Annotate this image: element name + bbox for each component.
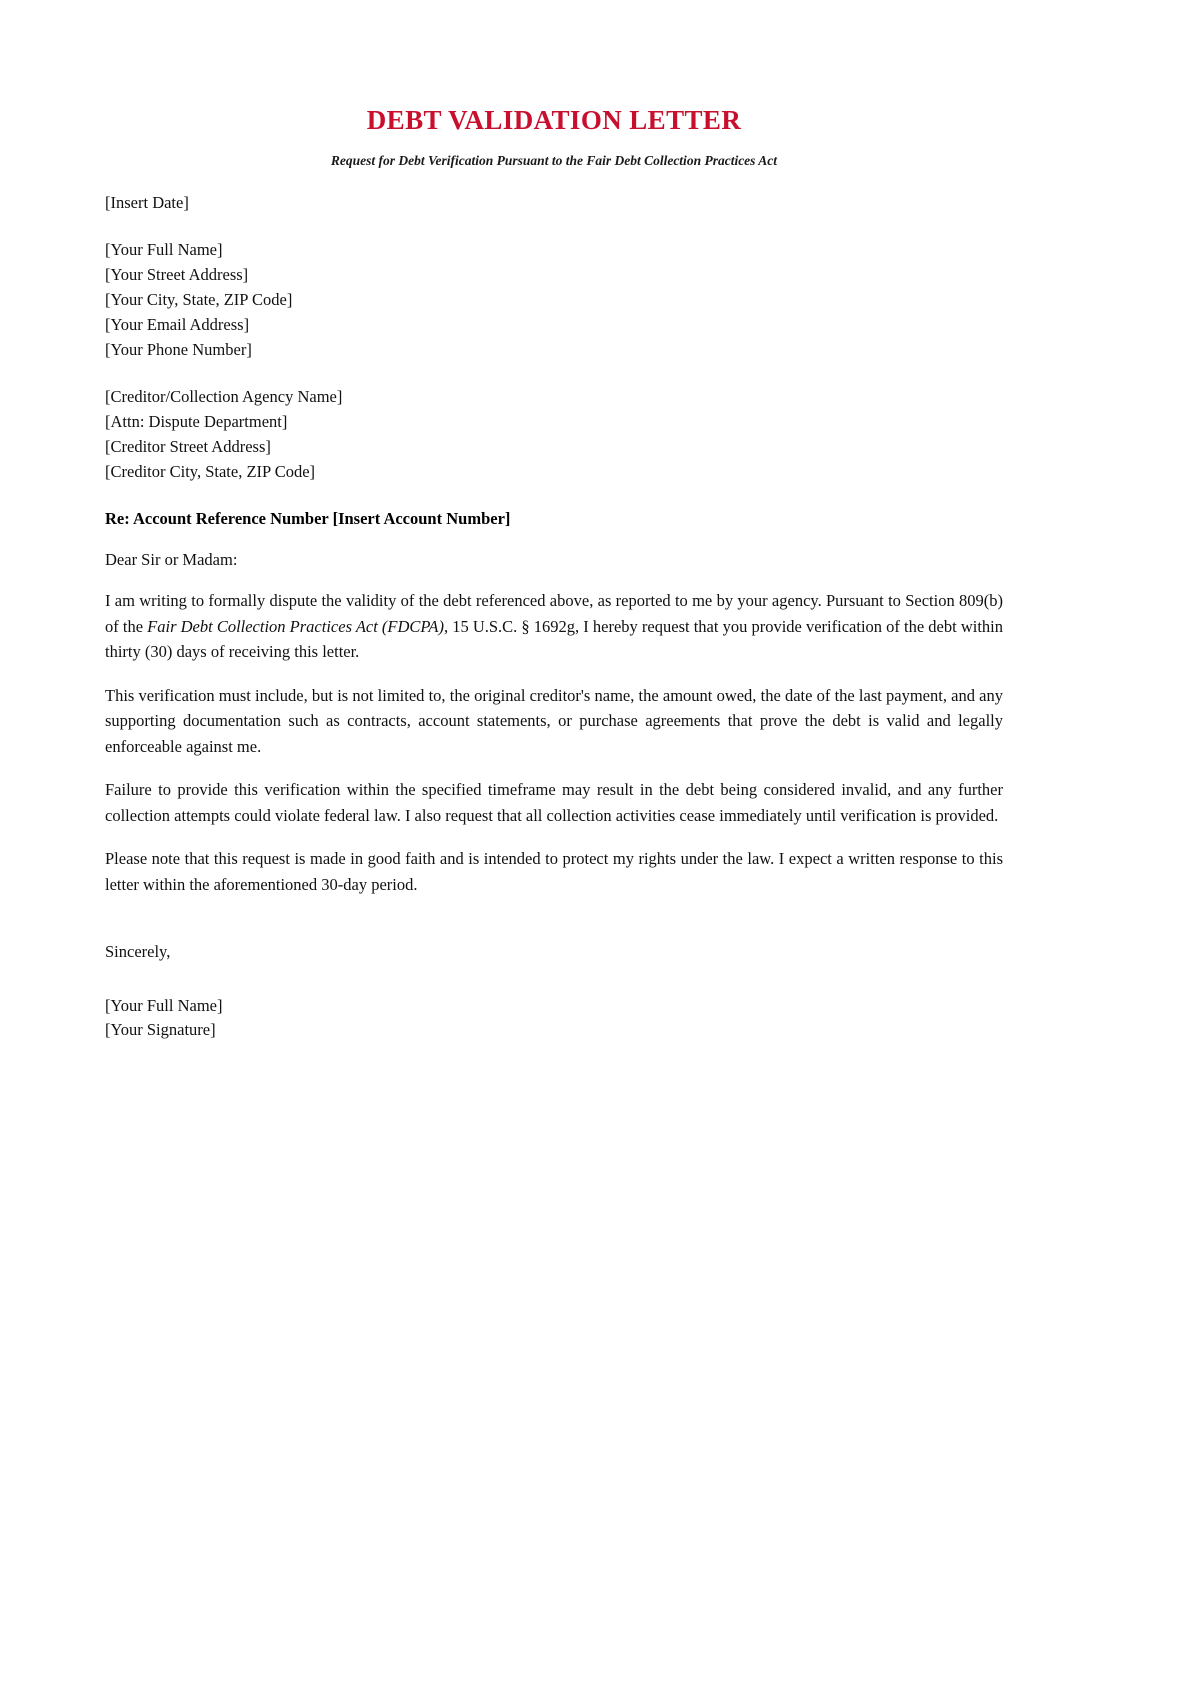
sender-line: [Your Phone Number] bbox=[105, 340, 252, 359]
paragraph-1-part-2: , 15 U.S.C. § 1692g, I hereby request that you provide verification of the debt within thirty (30) days of receiving this letter. bbox=[105, 616, 1004, 661]
sender-line: [Your City, State, ZIP Code] bbox=[105, 290, 293, 309]
salutation: Dear Sir or Madam: bbox=[105, 550, 238, 569]
letter-body bbox=[105, 190, 1003, 1042]
spacer bbox=[105, 964, 1003, 994]
date-line: [Insert Date] bbox=[105, 193, 189, 212]
paragraph-1 bbox=[105, 588, 1003, 665]
sender-line: [Your Street Address] bbox=[105, 265, 249, 284]
closing-line: Sincerely, bbox=[105, 942, 171, 961]
spacer bbox=[105, 531, 1003, 547]
spacer bbox=[105, 362, 1003, 384]
sender-line: [Your Full Name] bbox=[105, 240, 223, 259]
paragraph-2: This verification must include, but is not limited to, the original creditor's name, the amount owed, the date of the last payment, and any supporting documentation such as contracts, account statements, or purchase agreements that prove the debt is valid and legally enforceable against me. bbox=[105, 685, 1003, 756]
signature-block bbox=[105, 994, 1003, 1042]
recipient-line: [Attn: Dispute Department] bbox=[105, 412, 288, 431]
recipient-line: [Creditor City, State, ZIP Code] bbox=[105, 462, 316, 481]
page-title: DEBT VALIDATION LETTER bbox=[366, 105, 742, 135]
spacer bbox=[105, 484, 1003, 506]
subject-line: Re: Account Reference Number [Insert Account Number] bbox=[105, 509, 511, 528]
recipient-line: [Creditor Street Address] bbox=[105, 437, 271, 456]
paragraph-4: Please note that this request is made in good faith and is intended to protect my rights under the law. I expect a written response to this letter within the aforementioned 30-day period. bbox=[105, 849, 1003, 894]
sender-line: [Your Email Address] bbox=[105, 315, 250, 334]
page-subtitle: Request for Debt Verification Pursuant to the Fair Debt Collection Practices Act bbox=[330, 153, 778, 168]
signature-placeholder-line: [Your Signature] bbox=[105, 1020, 216, 1039]
fdcpa-emphasis: Fair Debt Collection Practices Act (FDCPA) bbox=[147, 616, 444, 636]
recipient-line: [Creditor/Collection Agency Name] bbox=[105, 387, 343, 406]
signature-name-line: [Your Full Name] bbox=[105, 996, 223, 1015]
spacer bbox=[105, 572, 1003, 588]
recipient-address-block bbox=[105, 384, 1003, 484]
sender-address-block bbox=[105, 237, 1003, 362]
paragraph-1-part-1: I am writing to formally dispute the validity of the debt referenced above, as reported to me by your agency. Pursuant to Section 809(b) of the bbox=[105, 591, 1003, 636]
spacer bbox=[105, 215, 1003, 237]
spacer bbox=[105, 897, 1003, 939]
paragraph-3: Failure to provide this verification within the specified timeframe may result in the debt being considered invalid, and any further collection attempts could violate federal law. I also request that all collection activities cease immediately until verification is provided. bbox=[105, 780, 1003, 825]
